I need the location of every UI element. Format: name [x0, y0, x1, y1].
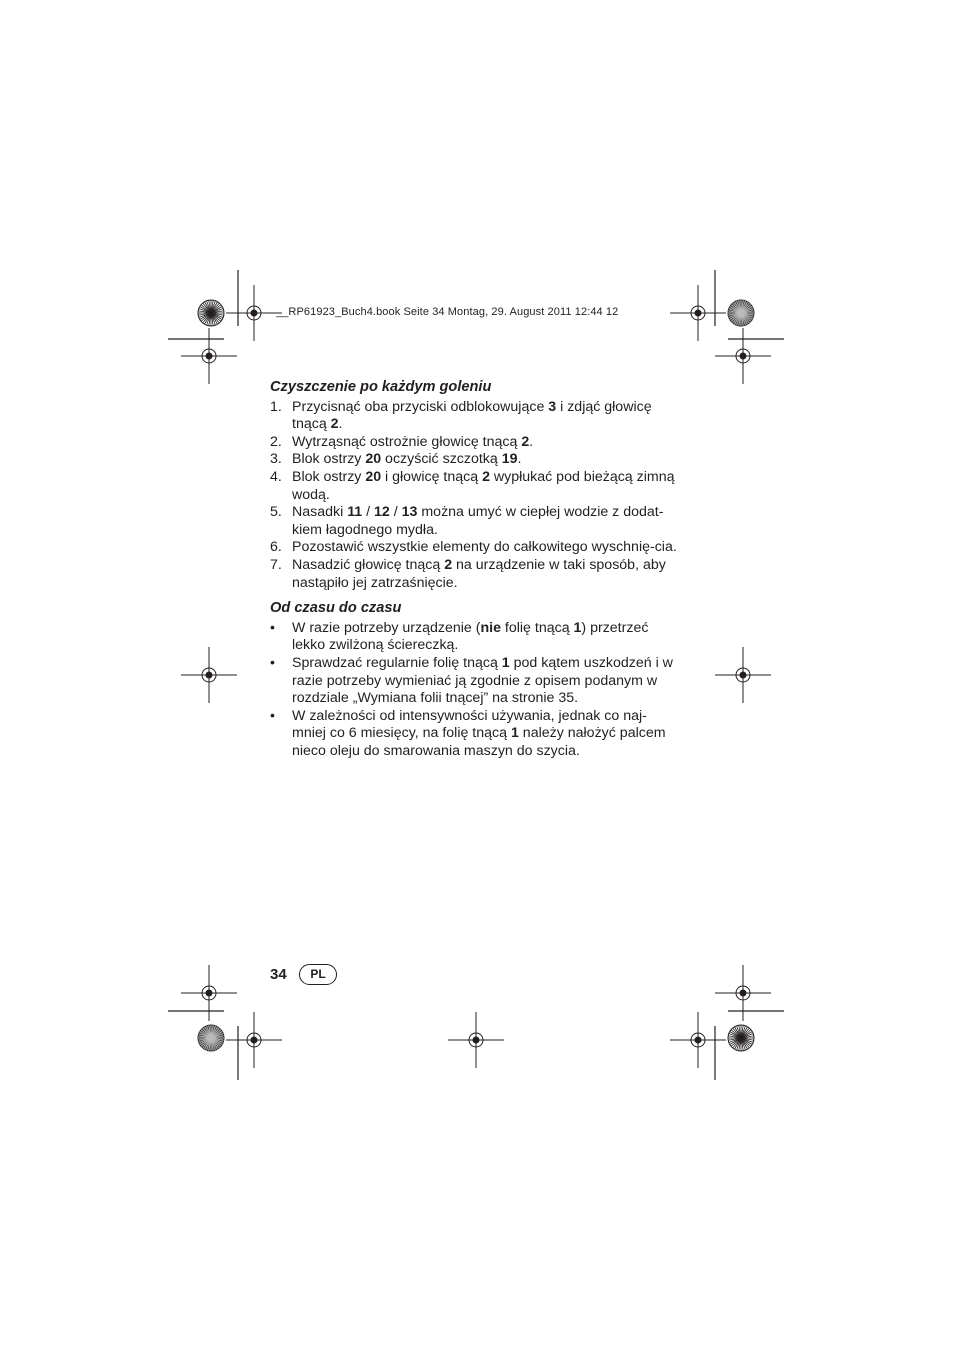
- item-number: 1.: [270, 398, 282, 415]
- list-item: [270, 434, 678, 452]
- section-heading-occasionally: Od czasu do czasu: [270, 600, 402, 617]
- registration-crosshair: [448, 1012, 504, 1068]
- list-item: [270, 504, 678, 539]
- registration-crosshair: [226, 1012, 282, 1068]
- item-text: .: [517, 451, 522, 468]
- part-reference-number: 11: [347, 504, 363, 521]
- item-text: należy nałożyć palcem nieco oleju do smarowania maszyn do szycia.: [292, 725, 666, 759]
- part-reference-number: 2: [521, 433, 530, 450]
- item-number: 3.: [270, 451, 282, 468]
- item-text: Blok ostrzy: [292, 468, 366, 485]
- bullet-marker: •: [270, 707, 275, 724]
- item-number: 7.: [270, 556, 282, 573]
- item-text: i zdjąć głowicę tnącą: [292, 398, 652, 433]
- section-heading-cleaning: Czyszczenie po każdym goleniu: [270, 379, 492, 395]
- part-reference-number: 1: [573, 619, 582, 636]
- occasional-care-list: [270, 620, 678, 761]
- registration-crosshair: [715, 965, 771, 1021]
- item-text: /: [362, 504, 375, 521]
- item-number: 5.: [270, 504, 282, 521]
- part-reference-number: 2: [482, 468, 490, 485]
- item-text: .: [529, 433, 534, 450]
- item-number: 6.: [270, 539, 282, 556]
- registration-crosshair: [181, 965, 237, 1021]
- list-item: [270, 469, 678, 504]
- list-item: [270, 620, 678, 655]
- registration-crosshair: [181, 647, 237, 703]
- list-item: [270, 655, 678, 708]
- part-reference-number: 2: [330, 416, 339, 433]
- item-text: Nasadzić głowicę tnącą: [292, 556, 445, 573]
- print-file-header: __RP61923_Buch4.book Seite 34 Montag, 29. August 2011 12:44 12: [276, 306, 619, 318]
- item-text: Wytrząsnąć ostrożnie głowicę tnącą: [292, 433, 522, 450]
- item-text: i głowicę tnącą: [381, 468, 483, 485]
- bullet-marker: •: [270, 654, 275, 671]
- starburst-target-icon: [728, 1025, 754, 1051]
- registration-crosshair: [670, 1012, 726, 1068]
- part-reference-number: nie: [480, 619, 501, 636]
- language-badge: PL: [299, 964, 337, 985]
- registration-crosshair: [226, 285, 282, 341]
- list-item: [270, 708, 678, 761]
- item-text: Nasadki: [292, 504, 348, 521]
- item-text: .: [338, 416, 343, 433]
- list-item: [270, 399, 678, 434]
- page-number: 34: [270, 966, 287, 983]
- part-reference-number: 19: [501, 451, 518, 468]
- item-text: folię tnącą: [500, 619, 574, 636]
- registration-crosshair: [715, 328, 771, 384]
- registration-crosshair: [715, 647, 771, 703]
- item-number: 2.: [270, 433, 282, 450]
- item-text: Blok ostrzy: [292, 451, 366, 468]
- part-reference-number: 3: [548, 398, 557, 415]
- list-item: [270, 557, 678, 592]
- part-reference-number: 1: [501, 654, 510, 671]
- part-reference-number: 12: [374, 504, 390, 521]
- cleaning-steps-list: [270, 399, 678, 593]
- part-reference-number: 1: [510, 725, 519, 742]
- item-text: Sprawdzać regularnie folię tnącą: [292, 654, 502, 671]
- item-text: Przycisnąć oba przyciski odblokowujące: [292, 398, 549, 415]
- item-text: W zależności od intensywności używania, jednak co naj-mniej co 6 miesięcy, na folię tnącą: [292, 707, 647, 742]
- item-text: oczyścić szczotką: [381, 451, 502, 468]
- item-number: 4.: [270, 468, 282, 485]
- item-text: można umyć w ciepłej wodzie z dodat-kiem łagodnego mydła.: [292, 504, 664, 538]
- item-text: W razie potrzeby urządzenie (: [292, 619, 481, 636]
- bullet-marker: •: [270, 619, 275, 636]
- item-text: wypłukać pod bieżącą zimną wodą.: [292, 468, 675, 503]
- item-text: Pozostawić wszystkie elementy do całkowitego wyschnię-cia.: [292, 539, 677, 556]
- starburst-target-icon: [198, 300, 224, 326]
- part-reference-number: 13: [401, 504, 418, 521]
- item-text: pod kątem uszkodzeń i w razie potrzeby wymieniać ją zgodnie z opisem podanym w rozdziale „Wymiana folii tnącej” na stronie 35.: [292, 654, 673, 707]
- starburst-target-icon: [198, 1025, 224, 1051]
- part-reference-number: 2: [444, 556, 453, 573]
- part-reference-number: 20: [365, 468, 382, 485]
- item-text: ) przetrzeć lekko zwilżoną ściereczką.: [292, 619, 649, 654]
- registration-crosshair: [181, 328, 237, 384]
- page-content: [270, 379, 678, 760]
- item-text: /: [389, 504, 402, 521]
- list-item: [270, 539, 678, 557]
- list-item: [270, 451, 678, 469]
- starburst-target-icon: [728, 300, 754, 326]
- item-text: na urządzenie w taki sposób, aby nastąpiło jej zatrzaśnięcie.: [292, 556, 666, 591]
- part-reference-number: 20: [365, 451, 382, 468]
- registration-crosshair: [670, 285, 726, 341]
